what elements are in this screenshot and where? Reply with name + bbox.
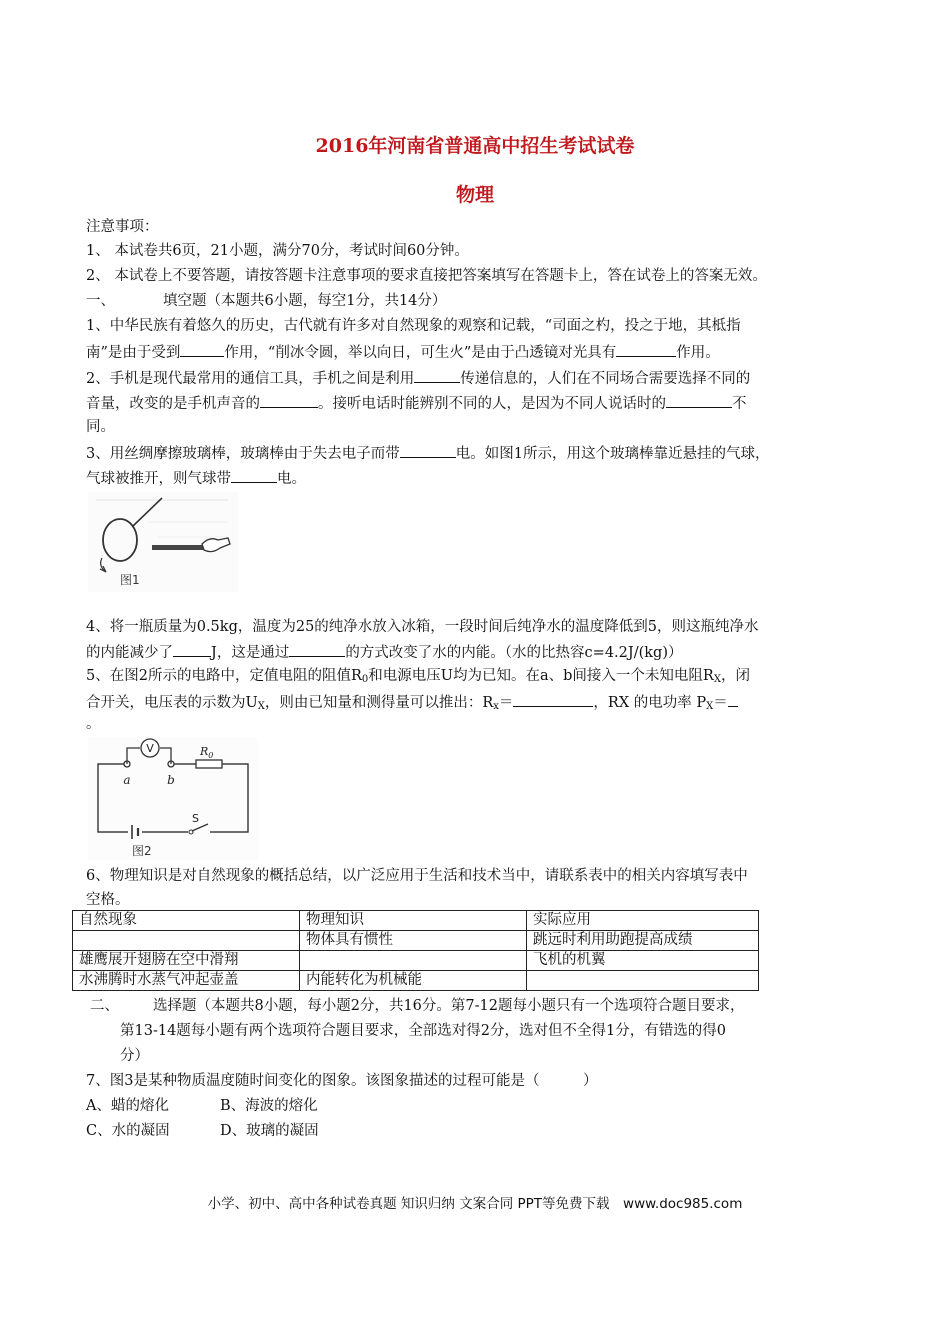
exam-title: 2016年河南省普通高中招生考试试卷: [315, 135, 635, 157]
q4-text-a: 的内能减少了: [86, 645, 173, 661]
q7-option-a: A、蜡的熔化: [86, 1098, 169, 1114]
figure-1-balloon-rod: [88, 492, 238, 592]
q2-blank-3: [666, 392, 732, 408]
table-cell: [300, 951, 527, 971]
q7-option-b: B、海波的熔化: [220, 1098, 318, 1114]
q1-line-2: [86, 341, 720, 363]
label-a: a: [123, 773, 131, 787]
q5-text-d: 合开关，电压表的示数为U: [86, 695, 258, 711]
q4-blank-1: [173, 641, 211, 657]
q2-text-c: 音量，改变的是手机声音的: [86, 396, 260, 412]
table-row: [73, 951, 759, 971]
exam-subject: 物理: [455, 184, 494, 206]
q2-text-e: 不: [732, 396, 747, 412]
q3-text-d: 电。: [277, 471, 306, 487]
q5-text-b: 和电源电压U均为已知。在a、b间接入一个未知电阻R: [368, 668, 714, 684]
r0-letter: R: [200, 745, 209, 758]
q7-option-c: C、水的凝固: [86, 1123, 170, 1139]
section-1-number: 一、: [86, 293, 115, 309]
q2-line-1: [86, 367, 750, 389]
r0-sub: 0: [208, 751, 214, 760]
q2-blank-1: [414, 367, 460, 383]
table-row: [73, 931, 759, 951]
q4-text-c: 的方式改变了水的内能。（水的比热容c=4.2J/(kg)）: [345, 645, 683, 661]
table-cell: 飞机的机翼: [527, 951, 759, 971]
figure-1-label: 图1: [120, 573, 140, 587]
q5-sub-x4: X: [706, 701, 714, 712]
table-cell: 雄鹰展开翅膀在空中滑翔: [73, 951, 300, 971]
q2-line-2: [86, 392, 747, 414]
q5-text-g: ，RX 的电功率 P: [593, 695, 707, 711]
q7-options-row-2: [86, 1121, 319, 1141]
notes-item-2: 2、 本试卷上不要答题，请按答题卡注意事项的要求直接把答案填写在答题卡上，答在试卷上的答案无效。: [86, 268, 767, 284]
q5-text-c: ，闭: [720, 668, 750, 684]
table-cell: [527, 971, 759, 991]
table-cell: 物体具有惯性: [300, 931, 527, 951]
section-2-line-3: 分）: [120, 1048, 149, 1064]
q5-blank-2: [728, 691, 738, 707]
section-2-line-2: 第13-14题每小题有两个选项符合题目要求，全部选对得2分，选对但不全得1分，有错选的得0: [120, 1023, 726, 1039]
q5-blank-1: [513, 691, 593, 707]
table-cell: 内能转化为机械能: [300, 971, 527, 991]
table-cell: 水沸腾时水蒸气冲起壶盖: [73, 971, 300, 991]
section-1-label: 填空题（本题共6小题，每空1分，共14分）: [163, 293, 447, 309]
section-1-heading: [86, 291, 446, 311]
q3-text-b: 电。如图1所示，用这个玻璃棒靠近悬挂的气球，: [455, 446, 770, 462]
q2-text-d: 。接听电话时能辨别不同的人，是因为不同人说话时的: [318, 396, 666, 412]
q4-text-b: J，这是通过: [211, 645, 290, 661]
q5-text-f: ＝: [498, 695, 514, 711]
page-footer: 小学、初中、高中各种试卷真题 知识归纳 文案合同 PPT等免费下载 www.doc985.com: [207, 1196, 743, 1212]
label-b: b: [167, 773, 175, 787]
voltmeter-label: V: [146, 742, 154, 755]
q4-blank-2: [289, 641, 345, 657]
q4-line-1: 4、将一瓶质量为0.5kg，温度为25的纯净水放入冰箱，一段时间后纯净水的温度降低到5，则这瓶纯净水: [86, 619, 759, 635]
q3-text-a: 3、用丝绸摩擦玻璃棒，玻璃棒由于失去电子而带: [86, 446, 400, 462]
q5-sub-x3: x: [493, 701, 499, 712]
q5-text-a: 5、在图2所示的电路中，定值电阻的阻值R: [86, 668, 362, 684]
switch-label: S: [192, 812, 199, 825]
table-cell: [73, 931, 300, 951]
figure-2-circuit: [88, 738, 258, 860]
resistor-r0: [196, 760, 222, 768]
q3-line-1: [86, 442, 769, 464]
q4-line-2: [86, 641, 682, 663]
q5-sub-x: X: [713, 674, 721, 685]
q1-text-b: 作用，“削冰令圆，举以向日，可生火”是由于凸透镜对光具有: [224, 345, 617, 361]
q5-sub-0: 0: [361, 674, 369, 685]
table-header-cell: 自然现象: [73, 911, 300, 931]
q6-line-1: 6、物理知识是对自然现象的概括总结，以广泛应用于生活和技术当中，请联系表中的相关内容填写表中: [86, 868, 748, 884]
q2-blank-2: [260, 392, 318, 408]
section-2-number: 二、: [90, 998, 119, 1014]
q7-option-d: D、玻璃的凝固: [220, 1123, 319, 1139]
q5-sub-x2: X: [257, 701, 265, 712]
table-header-cell: 物理知识: [300, 911, 527, 931]
section-2-line-1: [90, 996, 744, 1016]
q6-line-2: 空格。: [86, 892, 130, 908]
q3-blank-1: [400, 442, 456, 458]
table-header-row: [73, 911, 759, 931]
q2-text-a: 2、手机是现代最常用的通信工具，手机之间是利用: [86, 371, 415, 387]
notes-heading: 注意事项：: [86, 219, 159, 235]
q2-line-3: 同。: [86, 419, 115, 435]
glass-rod: [152, 545, 204, 550]
notes-item-1: 1、 本试卷共6页，21小题，满分70分，考试时间60分钟。: [86, 243, 469, 259]
q5-line-2: [86, 691, 738, 717]
figure-2-label: 图2: [132, 844, 152, 858]
q1-blank-1: [180, 341, 224, 357]
q1-line-1: 1、中华民族有着悠久的历史，古代就有许多对自然现象的观察和记载，“司面之杓，投之于地，其柢指: [86, 318, 741, 334]
q5-text-h: ＝: [713, 695, 728, 711]
q1-text-c: 作用。: [676, 345, 720, 361]
q3-line-2: [86, 467, 306, 489]
q7-options-row-1: [86, 1096, 318, 1116]
q1-text-a: 南”是由于受到: [86, 345, 181, 361]
table-cell: 跳远时利用助跑提高成绩: [527, 931, 759, 951]
knowledge-table: [72, 910, 759, 991]
q2-text-b: 传递信息的，人们在不同场合需要选择不同的: [460, 371, 751, 387]
q5-line-3: 。: [86, 716, 101, 732]
q1-blank-2: [616, 341, 676, 357]
q5-text-e: ，则由已知量和测得量可以推出：R: [264, 695, 494, 711]
q3-blank-2: [231, 467, 277, 483]
q5-line-1: [86, 666, 750, 690]
q7-stem: 7、图3是某种物质温度随时间变化的图象。该图象描述的过程可能是（ ）: [86, 1073, 598, 1089]
table-header-cell: 实际应用: [527, 911, 759, 931]
section-2-text-1: 选择题（本题共8小题，每小题2分，共16分。第7-12题每小题只有一个选项符合题目要求，: [153, 998, 745, 1014]
q3-text-c: 气球被推开，则气球带: [86, 471, 231, 487]
table-row: [73, 971, 759, 991]
